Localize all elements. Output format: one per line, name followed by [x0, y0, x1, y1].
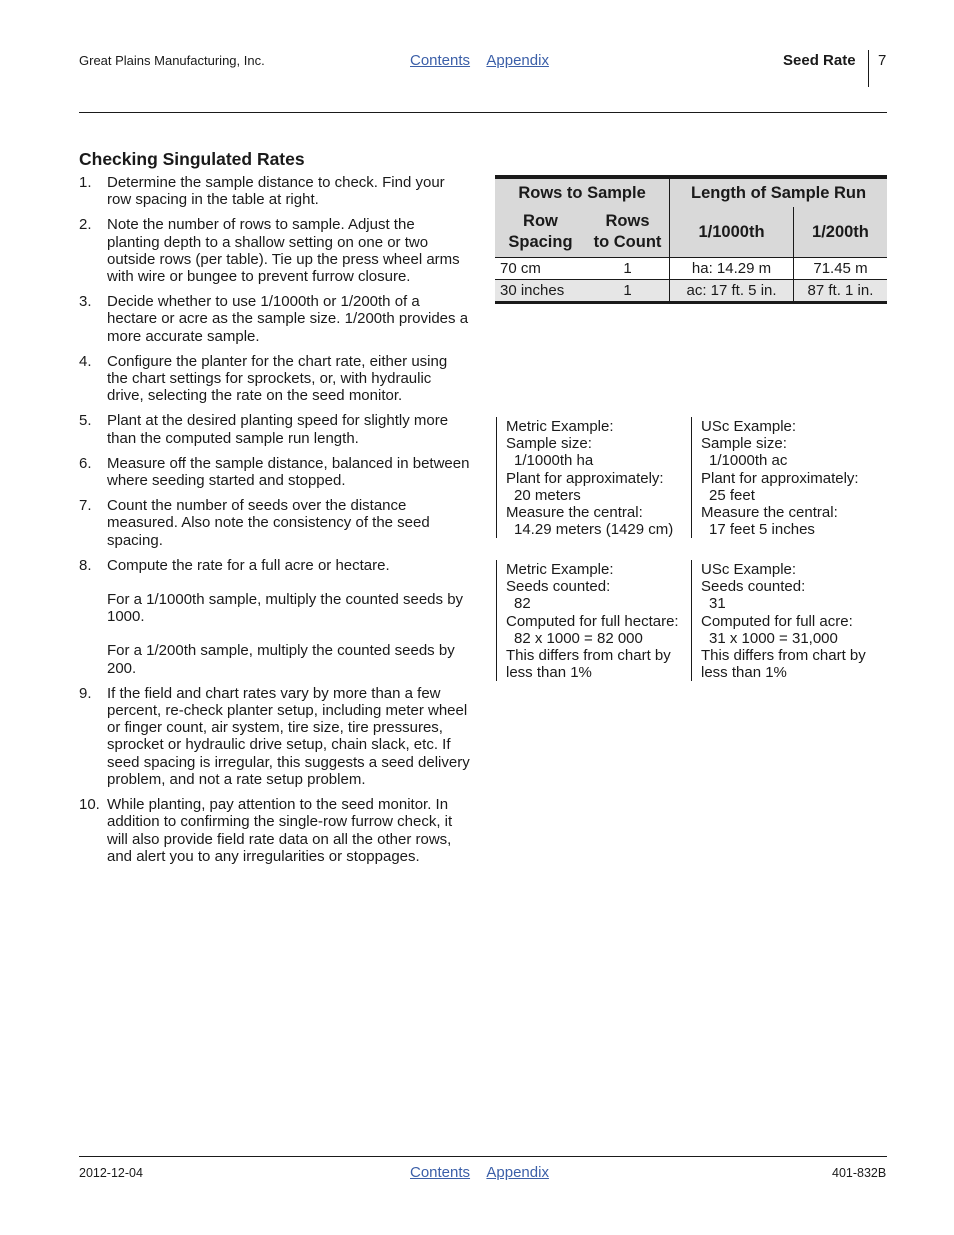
example-line: USc Example:: [701, 561, 797, 578]
cell-1000th: ha: 14.29 m: [670, 258, 794, 280]
step-text: Compute the rate for a full acre or hectare.: [107, 556, 390, 574]
table-row: [495, 258, 887, 280]
step-number: 3.: [79, 293, 92, 311]
contents-link[interactable]: Contents: [410, 1164, 471, 1181]
step-number: 2.: [79, 216, 92, 234]
example-line: 82 x 1000 = 82 000: [514, 629, 643, 647]
cell-count: 1: [586, 280, 670, 303]
example-line: Computed for full acre:: [701, 612, 853, 630]
step-item: [79, 497, 471, 549]
example-line: 31: [709, 595, 726, 613]
cell-200th: 87 ft. 1 in.: [793, 280, 887, 303]
step-item: [79, 796, 471, 865]
header-divider: [868, 50, 869, 87]
footer-date: 2012-12-04: [79, 1166, 143, 1180]
example-line: Sample size:: [701, 435, 787, 453]
step-text: For a 1/200th sample, multiply the counted seeds by 200.: [107, 642, 455, 677]
col-row-spacing: Row Spacing: [495, 207, 586, 258]
contents-link[interactable]: Contents: [410, 52, 471, 69]
example-line: 20 meters: [514, 486, 581, 504]
step-number: 7.: [79, 497, 92, 515]
step-number: 1.: [79, 174, 92, 191]
step-number: 4.: [79, 352, 92, 370]
step-item: [79, 293, 471, 345]
example-line: Seeds counted:: [701, 578, 806, 596]
cell-200th: 71.45 m: [793, 258, 887, 280]
example-line: Sample size:: [506, 435, 592, 453]
group-header-rows: Rows to Sample: [495, 177, 670, 207]
footer-rule: [79, 1156, 887, 1157]
step-text: While planting, pay attention to the seed monitor. In addition to confirming the single-row furrow check, it will also provide field rate data on all the other rows, and alert you to any irregularities or stoppages.: [107, 796, 453, 865]
footer-nav: [410, 1164, 562, 1181]
cell-spacing: 70 cm: [495, 258, 586, 280]
step-text: If the field and chart rates vary by more than a few percent, re-check planter setup, including meter wheel or finger count, air system, tire size, tire pressures, sprocket or hydraulic drive setup, chain slack, etc. If seed spacing is irregular, this suggests a seed delivery problem, and not a rate setup problem.: [107, 684, 470, 788]
example-line: This differs from chart by: [701, 647, 866, 665]
step-item: [79, 353, 471, 405]
cell-1000th: ac: 17 ft. 5 in.: [670, 280, 794, 303]
col-200th: 1/200th: [793, 207, 887, 258]
appendix-link[interactable]: Appendix: [486, 1164, 549, 1181]
example-line: Computed for full hectare:: [506, 612, 679, 630]
usc-example-sample: [691, 417, 887, 538]
step-item: [79, 557, 471, 677]
step-number: 8.: [79, 556, 92, 574]
example-line: 1/1000th ac: [709, 452, 788, 470]
company-name: Great Plains Manufacturing, Inc.: [79, 53, 265, 68]
example-line: Plant for approximately:: [701, 469, 859, 487]
step-text: Plant at the desired planting speed for slightly more than the computed sample run length.: [107, 412, 449, 447]
example-line: Metric Example:: [506, 561, 614, 578]
example-line: 82: [514, 595, 531, 613]
group-header-length: Length of Sample Run: [670, 177, 887, 207]
doc-number: 401-832B: [832, 1166, 887, 1180]
example-line: Plant for approximately:: [506, 469, 664, 487]
example-line: 1/1000th ha: [514, 452, 594, 470]
section-title: Checking Singulated Rates: [79, 149, 305, 169]
step-text: Determine the sample distance to check. Find your row spacing in the table at right.: [107, 174, 445, 209]
example-line: This differs from chart by: [506, 647, 671, 665]
step-item: [79, 412, 471, 446]
cell-spacing: 30 inches: [495, 280, 586, 303]
step-item: [79, 174, 471, 208]
step-text: Configure the planter for the chart rate, either using the chart settings for sprockets, or, with hydraulic drive, selecting the rate on the seed monitor.: [107, 352, 448, 405]
step-text: For a 1/1000th sample, multiply the counted seeds by 1000.: [107, 591, 464, 626]
header-nav: [410, 52, 562, 69]
step-number: 10.: [79, 796, 100, 814]
table-row: [495, 280, 887, 303]
step-text: Measure off the sample distance, balanced in between where seeding started and stopped.: [107, 454, 470, 490]
col-1000th: 1/1000th: [670, 207, 794, 258]
page-number: 7: [878, 52, 887, 69]
example-line: 17 feet 5 inches: [709, 521, 815, 539]
example-line: Measure the central:: [506, 504, 643, 522]
example-line: less than 1%: [701, 664, 787, 682]
section-name: Seed Rate: [783, 52, 856, 69]
example-line: 25 feet: [709, 486, 755, 504]
metric-example-count: [496, 560, 686, 681]
step-number: 6.: [79, 454, 92, 472]
appendix-link[interactable]: Appendix: [486, 52, 549, 69]
steps-list: [79, 174, 471, 873]
usc-example-count: [691, 560, 887, 681]
step-item: [79, 216, 471, 285]
cell-count: 1: [586, 258, 670, 280]
example-line: 31 x 1000 = 31,000: [709, 629, 838, 647]
example-line: USc Example:: [701, 418, 797, 435]
step-item: [79, 685, 471, 788]
step-text: Decide whether to use 1/1000th or 1/200th of a hectare or acre as the sample size. 1/200th provides a more accurate sample.: [107, 293, 469, 345]
example-line: Seeds counted:: [506, 578, 611, 596]
step-text: Note the number of rows to sample. Adjust the planting depth to a shallow setting on one or two outside rows (per table). Tie up the press wheel arms with wire or bungee to prevent furrow closure.: [107, 216, 460, 286]
step-number: 5.: [79, 412, 92, 430]
example-line: Metric Example:: [506, 418, 614, 435]
metric-example-sample: [496, 417, 686, 538]
example-line: 14.29 meters (1429 cm): [514, 521, 674, 539]
example-line: Measure the central:: [701, 504, 838, 522]
col-rows-to-count: Rows to Count: [586, 207, 670, 258]
step-text: Count the number of seeds over the distance measured. Also note the consistency of the seed spacing.: [107, 497, 430, 549]
step-item: [79, 455, 471, 489]
sample-rate-table: [495, 175, 887, 304]
header-rule: [79, 112, 887, 113]
example-line: less than 1%: [506, 664, 592, 682]
step-number: 9.: [79, 684, 92, 702]
